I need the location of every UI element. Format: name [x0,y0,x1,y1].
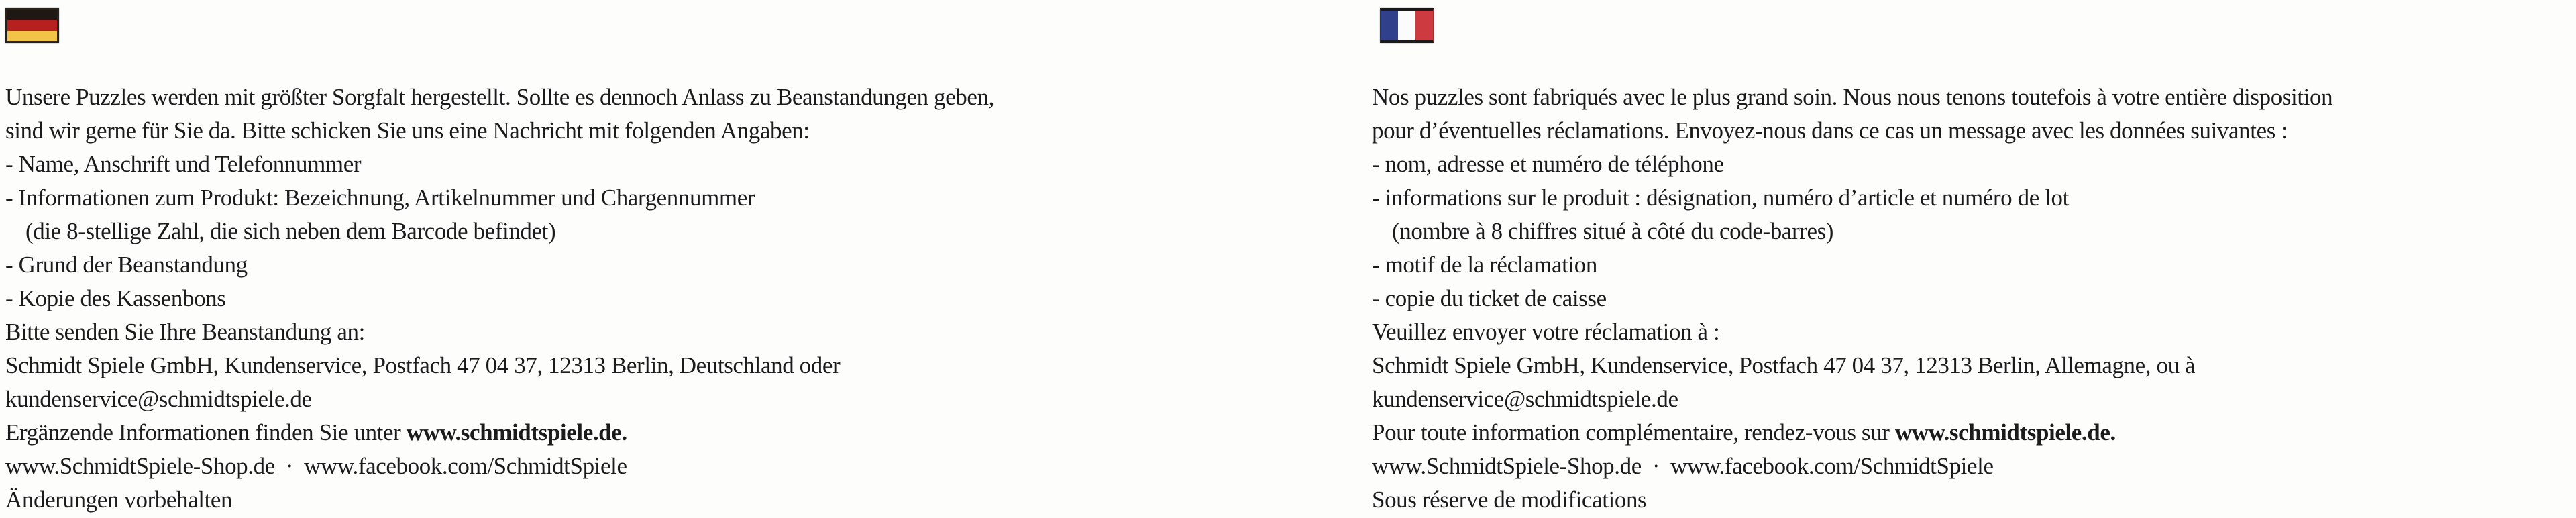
text-line [5,450,1340,483]
text-line: - informations sur le produit : désignation, numéro d’article et numéro de lot [1372,185,2069,211]
german-text-block [5,81,1340,517]
text-line: - Name, Anschrift und Telefonnummer [5,151,362,177]
germany-flag-icon [5,8,59,43]
shop-url: www.SchmidtSpiele-Shop.de [1372,453,1642,479]
flag-stripe-red [1415,11,1433,40]
email-address: kundenservice@schmidtspiele.de [1372,386,1678,412]
text-line: - Informationen zum Produkt: Bezeichnung, Artikelnummer und Chargennummer [5,185,755,211]
text-line: sind wir gerne für Sie da. Bitte schicken Sie uns eine Nachricht mit folgenden Angaben: [5,117,810,144]
dot-separator: · [1652,453,1660,479]
email-address: kundenservice@schmidtspiele.de [5,386,312,412]
text-line: pour d’éventuelles réclamations. Envoyez-nous dans ce cas un message avec les données suivantes : [1372,117,2288,144]
flag-stripe-blue [1381,11,1398,40]
shop-url: www.SchmidtSpiele-Shop.de [5,453,275,479]
german-section [5,8,1340,517]
text-line: Nos puzzles sont fabriqués avec le plus grand soin. Nous nous tenons toutefois à votre entière disposition [1372,84,2333,110]
info-text: Ergänzende Informationen finden Sie unter [5,419,407,446]
text-line: (die 8-stellige Zahl, die sich neben dem Barcode befindet) [25,218,556,244]
french-section [1372,8,2573,517]
flag-stripe-red [7,20,57,30]
text-line: (nombre à 8 chiffres situé à côté du code-barres) [1392,218,1834,244]
facebook-url: www.facebook.com/SchmidtSpiele [1670,453,1994,479]
flag-stripe-black [7,10,57,20]
info-text: Pour toute information complémentaire, rendez-vous sur [1372,419,1895,446]
french-text-block [1372,81,2573,517]
flag-stripe-white [1398,11,1415,40]
text-line: - nom, adresse et numéro de téléphone [1372,151,1724,177]
text-line: Unsere Puzzles werden mit größter Sorgfalt hergestellt. Sollte es dennoch Anlass zu Beanstandungen geben, [5,84,994,110]
text-line [1372,416,2573,450]
text-line: - Grund der Beanstandung [5,252,248,278]
text-line: Veuillez envoyer votre réclamation à : [1372,319,1720,345]
text-line: Schmidt Spiele GmbH, Kundenservice, Postfach 47 04 37, 12313 Berlin, Allemagne, ou à [1372,352,2196,378]
schmidtspiele-url: www.schmidtspiele.de. [406,419,627,446]
text-line [5,416,1340,450]
schmidtspiele-url: www.schmidtspiele.de. [1894,419,2116,446]
text-line: Bitte senden Sie Ihre Beanstandung an: [5,319,365,345]
text-line: Schmidt Spiele GmbH, Kundenservice, Postfach 47 04 37, 12313 Berlin, Deutschland oder [5,352,841,378]
disclaimer-text: Änderungen vorbehalten [5,486,233,513]
france-flag-icon [1380,8,1434,43]
flag-stripe-gold [7,31,57,41]
facebook-url: www.facebook.com/SchmidtSpiele [304,453,627,479]
text-line: - copie du ticket de caisse [1372,285,1607,311]
disclaimer-text: Sous réserve de modifications [1372,486,1647,513]
text-line: - Kopie des Kassenbons [5,285,226,311]
text-line: - motif de la réclamation [1372,252,1597,278]
dot-separator: · [285,453,294,479]
text-line [1372,450,2573,483]
